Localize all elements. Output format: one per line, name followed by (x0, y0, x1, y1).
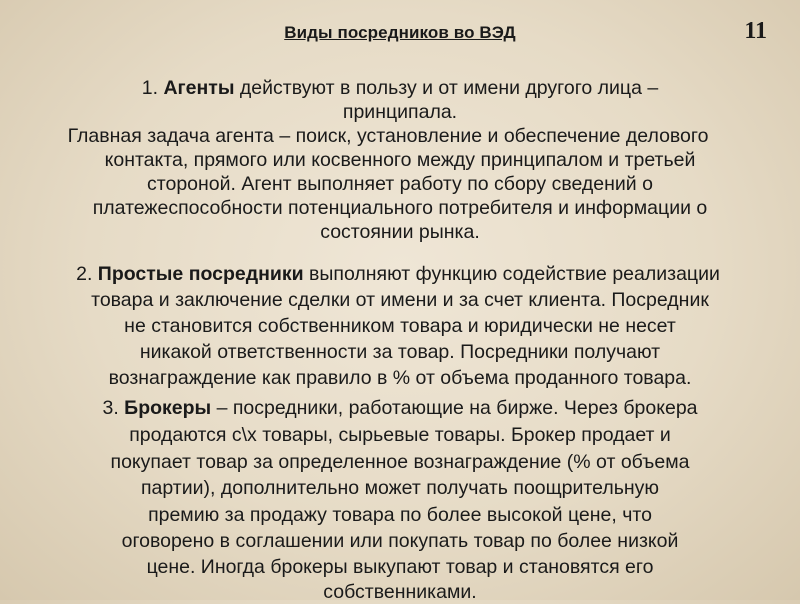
brokers-number: 3. (102, 397, 125, 419)
simple-intermediaries-heading-rest: выполняют функцию содействие реализации (303, 263, 720, 285)
simple-intermediaries-text-line: товара и заключение сделки от имени и за счет клиента. Посредник (91, 289, 709, 311)
brokers-text-line: продаются с\х товары, сырьевые товары. Брокер продает и (129, 424, 671, 446)
brokers-text-line: покупает товар за определенное вознаграждение (% от объема (110, 451, 690, 473)
simple-intermediaries-text-line: не становится собственником товара и юридически не несет (124, 315, 676, 337)
brokers-text-line: партии), дополнительно может получать поощрительную (140, 477, 660, 499)
slide-title: Виды посредников во ВЭД (284, 23, 516, 42)
brokers-text-line: оговорено в соглашении или покупать товар по более низкой (121, 530, 679, 552)
simple-intermediaries-text-line: вознаграждение как правило в % от объема проданного товара. (108, 367, 692, 389)
agents-heading-line-2: принципала. (342, 101, 458, 123)
agents-text-line: платежеспособности потенциального потребителя и информации о (92, 197, 708, 219)
slide-number: 11 (744, 18, 767, 44)
brokers-heading-line (0, 396, 800, 420)
agents-text-line: Главная задача агента – поиск, установление и обеспечение делового (67, 125, 709, 147)
agents-text-line: состоянии рынка. (320, 221, 480, 243)
agents-number: 1. (141, 77, 164, 99)
agents-term: Агенты (163, 77, 235, 99)
brokers-heading-rest: – посредники, работающие на бирже. Через брокера (211, 397, 698, 419)
simple-intermediaries-text-line: никакой ответственности за товар. Посредники получают (139, 341, 661, 363)
agents-heading-rest: действуют в пользу и от имени другого лица – (234, 77, 659, 99)
brokers-text-line: цене. Иногда брокеры выкупают товар и становятся его (146, 556, 654, 578)
brokers-text-line: собственниками. (323, 581, 477, 603)
brokers-text-line: премию за продажу товара по более высокой цене, что (148, 504, 652, 526)
simple-intermediaries-term: Простые посредники (97, 263, 304, 285)
simple-intermediaries-number: 2. (76, 263, 98, 285)
brokers-term: Брокеры (124, 397, 212, 419)
agents-text-line: контакта, прямого или косвенного между принципалом и третьей (104, 149, 696, 171)
simple-intermediaries-heading-line (0, 262, 798, 286)
agents-heading-line (0, 76, 800, 100)
agents-text-line: стороной. Агент выполняет работу по сбору сведений о (147, 173, 653, 195)
